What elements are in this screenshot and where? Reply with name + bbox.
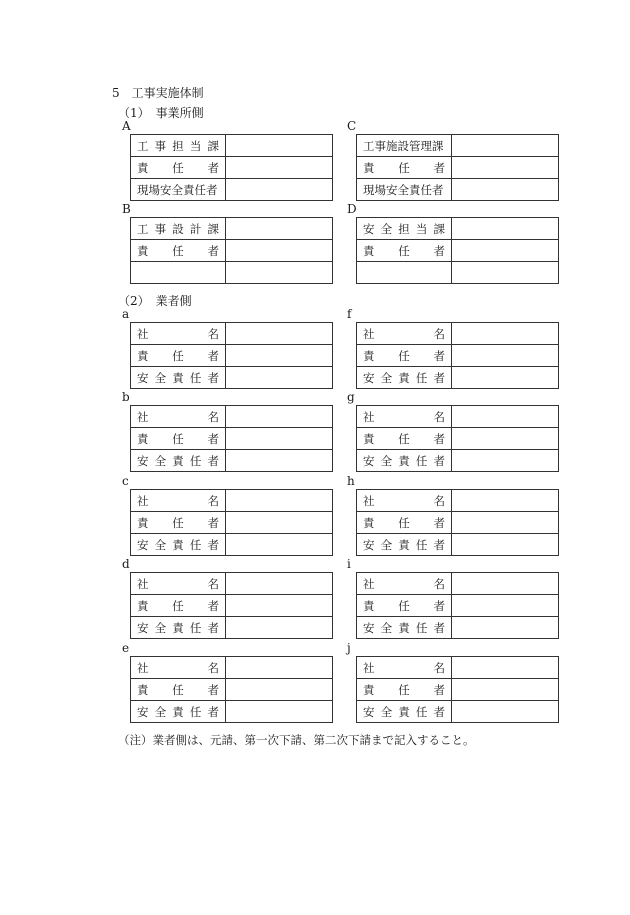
group-letter: B: [122, 202, 131, 216]
entry-field[interactable]: [226, 617, 333, 639]
entry-field[interactable]: [226, 573, 333, 595]
group-letter: A: [122, 119, 131, 133]
contractor-table: [356, 656, 559, 723]
table-row: [357, 595, 559, 617]
row-label: [131, 679, 226, 701]
table-row: [131, 262, 333, 284]
row-label-text: 社 名: [137, 576, 219, 591]
table-row: [357, 406, 559, 428]
contractor-letter: a: [122, 307, 130, 321]
entry-field[interactable]: [452, 323, 559, 345]
table-row: [357, 657, 559, 679]
table-row: [357, 157, 559, 179]
entry-field[interactable]: [226, 406, 333, 428]
entry-field[interactable]: [452, 157, 559, 179]
entry-field[interactable]: [226, 490, 333, 512]
row-label: [131, 240, 226, 262]
table-row: [131, 701, 333, 723]
footnote: （注）業者側は、元請、第一次下請、第二次下請まで記入すること。: [118, 733, 475, 747]
table-row: [131, 157, 333, 179]
entry-field[interactable]: [452, 617, 559, 639]
table-row: [131, 657, 333, 679]
row-label-text: 安 全 責 任 者: [363, 704, 445, 719]
row-label-text: 現場安全責任者: [137, 182, 218, 197]
row-label: [357, 534, 452, 556]
office-table: [356, 134, 559, 201]
table-row: [131, 595, 333, 617]
row-label: [357, 323, 452, 345]
table-row: [357, 573, 559, 595]
row-label-text: 安 全 責 任 者: [363, 537, 445, 552]
row-label-text: 安 全 責 任 者: [363, 370, 445, 385]
row-label-text: 社 名: [137, 409, 219, 424]
entry-field[interactable]: [452, 406, 559, 428]
row-label-text: 工 事 設 計 課: [137, 221, 219, 236]
entry-field[interactable]: [452, 679, 559, 701]
entry-field[interactable]: [452, 657, 559, 679]
entry-field[interactable]: [452, 701, 559, 723]
contractor-table: [356, 489, 559, 556]
row-label-text: 安 全 責 任 者: [137, 537, 219, 552]
row-label: [131, 450, 226, 472]
row-label-text: 責 任 者: [137, 348, 219, 363]
row-label-text: 現場安全責任者: [363, 182, 444, 197]
row-label: [357, 657, 452, 679]
table-row: [357, 240, 559, 262]
entry-field[interactable]: [226, 450, 333, 472]
entry-field[interactable]: [452, 135, 559, 157]
row-label: [357, 428, 452, 450]
entry-field[interactable]: [226, 657, 333, 679]
contractor-table: [130, 572, 333, 639]
row-label: [131, 367, 226, 389]
group-letter: D: [347, 202, 357, 216]
row-label: [357, 512, 452, 534]
row-label-text: 社 名: [363, 660, 445, 675]
entry-field[interactable]: [226, 323, 333, 345]
table-row: [357, 218, 559, 240]
row-label: [131, 490, 226, 512]
group-letter: C: [347, 119, 357, 133]
contractor-letter: e: [122, 641, 130, 655]
row-label-text: 責 任 者: [363, 515, 445, 530]
entry-field[interactable]: [226, 367, 333, 389]
row-label-text: 責 任 者: [363, 160, 445, 175]
row-label: [131, 428, 226, 450]
row-label-text: 安 全 責 任 者: [363, 620, 445, 635]
table-row: [131, 240, 333, 262]
row-label: [131, 512, 226, 534]
entry-field[interactable]: [226, 262, 333, 284]
contractor-letter: g: [347, 390, 355, 404]
table-row: [357, 323, 559, 345]
row-label-text: 安 全 責 任 者: [137, 620, 219, 635]
row-label-text: 社 名: [363, 409, 445, 424]
row-label: [131, 262, 226, 284]
row-label: [357, 617, 452, 639]
entry-field[interactable]: [452, 450, 559, 472]
contractor-table: [356, 572, 559, 639]
table-row: [131, 345, 333, 367]
row-label-text: 工 事 担 当 課: [137, 138, 219, 153]
row-label: [131, 345, 226, 367]
table-row: [131, 617, 333, 639]
row-label: [357, 240, 452, 262]
entry-field[interactable]: [226, 534, 333, 556]
row-label: [131, 701, 226, 723]
entry-field[interactable]: [226, 157, 333, 179]
table-row: [357, 428, 559, 450]
row-label: [357, 490, 452, 512]
row-label: [357, 406, 452, 428]
entry-field[interactable]: [226, 345, 333, 367]
row-label-text: 責 任 者: [363, 348, 445, 363]
row-label-text: 工事施設管理課: [363, 138, 444, 153]
table-row: [131, 428, 333, 450]
row-label: [357, 701, 452, 723]
table-row: [357, 490, 559, 512]
row-label: [357, 679, 452, 701]
table-row: [357, 701, 559, 723]
row-label: [357, 262, 452, 284]
table-row: [357, 345, 559, 367]
table-row: [357, 512, 559, 534]
row-label-text: 社 名: [137, 660, 219, 675]
row-label-text: 責 任 者: [137, 160, 219, 175]
table-row: [131, 512, 333, 534]
row-label-text: 責 任 者: [363, 598, 445, 613]
contractor-table: [130, 656, 333, 723]
row-label-text: 安 全 責 任 者: [137, 370, 219, 385]
table-row: [357, 262, 559, 284]
table-row: [131, 406, 333, 428]
row-label: [131, 218, 226, 240]
row-label-text: 安 全 責 任 者: [363, 453, 445, 468]
row-label: [131, 179, 226, 201]
table-row: [357, 534, 559, 556]
row-label: [357, 218, 452, 240]
row-label: [357, 450, 452, 472]
subsection-office: （1） 事業所側: [118, 106, 204, 120]
row-label: [357, 179, 452, 201]
entry-field[interactable]: [452, 179, 559, 201]
entry-field[interactable]: [226, 428, 333, 450]
entry-field[interactable]: [452, 490, 559, 512]
contractor-table: [356, 322, 559, 389]
contractor-letter: c: [122, 474, 129, 488]
table-row: [131, 679, 333, 701]
row-label: [357, 157, 452, 179]
row-label: [357, 573, 452, 595]
table-row: [357, 367, 559, 389]
row-label: [131, 406, 226, 428]
office-table: [130, 217, 333, 284]
row-label: [357, 595, 452, 617]
row-label: [131, 323, 226, 345]
row-label-text: 社 名: [137, 493, 219, 508]
row-label: [357, 135, 452, 157]
row-label-text: 安 全 責 任 者: [137, 453, 219, 468]
contractor-letter: f: [347, 307, 352, 321]
row-label-text: 社 名: [363, 493, 445, 508]
table-row: [357, 617, 559, 639]
entry-field[interactable]: [452, 262, 559, 284]
entry-field[interactable]: [226, 512, 333, 534]
table-row: [131, 450, 333, 472]
table-row: [131, 135, 333, 157]
contractor-table: [130, 405, 333, 472]
table-row: [131, 218, 333, 240]
entry-field[interactable]: [452, 534, 559, 556]
subsection-contractor: （2） 業者側: [118, 294, 192, 308]
entry-field[interactable]: [452, 345, 559, 367]
office-table: [130, 134, 333, 201]
row-label-text: 責 任 者: [137, 682, 219, 697]
row-label: [131, 157, 226, 179]
row-label-text: 社 名: [363, 576, 445, 591]
contractor-table: [130, 322, 333, 389]
contractor-table: [130, 489, 333, 556]
row-label-text: 安 全 責 任 者: [137, 704, 219, 719]
entry-field[interactable]: [226, 218, 333, 240]
contractor-table: [356, 405, 559, 472]
entry-field[interactable]: [226, 240, 333, 262]
section-title: 5 工事実施体制: [112, 86, 204, 100]
contractor-letter: i: [347, 557, 351, 571]
row-label: [357, 367, 452, 389]
row-label: [131, 657, 226, 679]
row-label: [131, 595, 226, 617]
row-label: [131, 135, 226, 157]
row-label-text: 責 任 者: [137, 598, 219, 613]
entry-field[interactable]: [452, 595, 559, 617]
row-label-text: 責 任 者: [363, 431, 445, 446]
entry-field[interactable]: [452, 573, 559, 595]
table-row: [131, 367, 333, 389]
row-label: [131, 617, 226, 639]
row-label-text: 責 任 者: [363, 243, 445, 258]
table-row: [357, 450, 559, 472]
row-label-text: 社 名: [137, 326, 219, 341]
row-label: [357, 345, 452, 367]
entry-field[interactable]: [226, 679, 333, 701]
entry-field[interactable]: [452, 367, 559, 389]
contractor-letter: j: [347, 641, 351, 655]
entry-field[interactable]: [226, 135, 333, 157]
contractor-letter: b: [122, 390, 130, 404]
entry-field[interactable]: [226, 701, 333, 723]
entry-field[interactable]: [452, 240, 559, 262]
table-row: [357, 135, 559, 157]
row-label-text: 責 任 者: [137, 515, 219, 530]
contractor-letter: d: [122, 557, 130, 571]
table-row: [357, 679, 559, 701]
table-row: [131, 323, 333, 345]
row-label-text: 安 全 担 当 課: [363, 221, 445, 236]
office-table: [356, 217, 559, 284]
entry-field[interactable]: [226, 595, 333, 617]
entry-field[interactable]: [452, 428, 559, 450]
entry-field[interactable]: [452, 512, 559, 534]
row-label-text: 社 名: [363, 326, 445, 341]
table-row: [131, 573, 333, 595]
row-label-text: 責 任 者: [363, 682, 445, 697]
row-label: [131, 534, 226, 556]
table-row: [131, 490, 333, 512]
row-label-text: 責 任 者: [137, 243, 219, 258]
row-label-text: 責 任 者: [137, 431, 219, 446]
entry-field[interactable]: [452, 218, 559, 240]
table-row: [131, 179, 333, 201]
table-row: [357, 179, 559, 201]
contractor-letter: h: [347, 474, 355, 488]
table-row: [131, 534, 333, 556]
row-label: [131, 573, 226, 595]
entry-field[interactable]: [226, 179, 333, 201]
